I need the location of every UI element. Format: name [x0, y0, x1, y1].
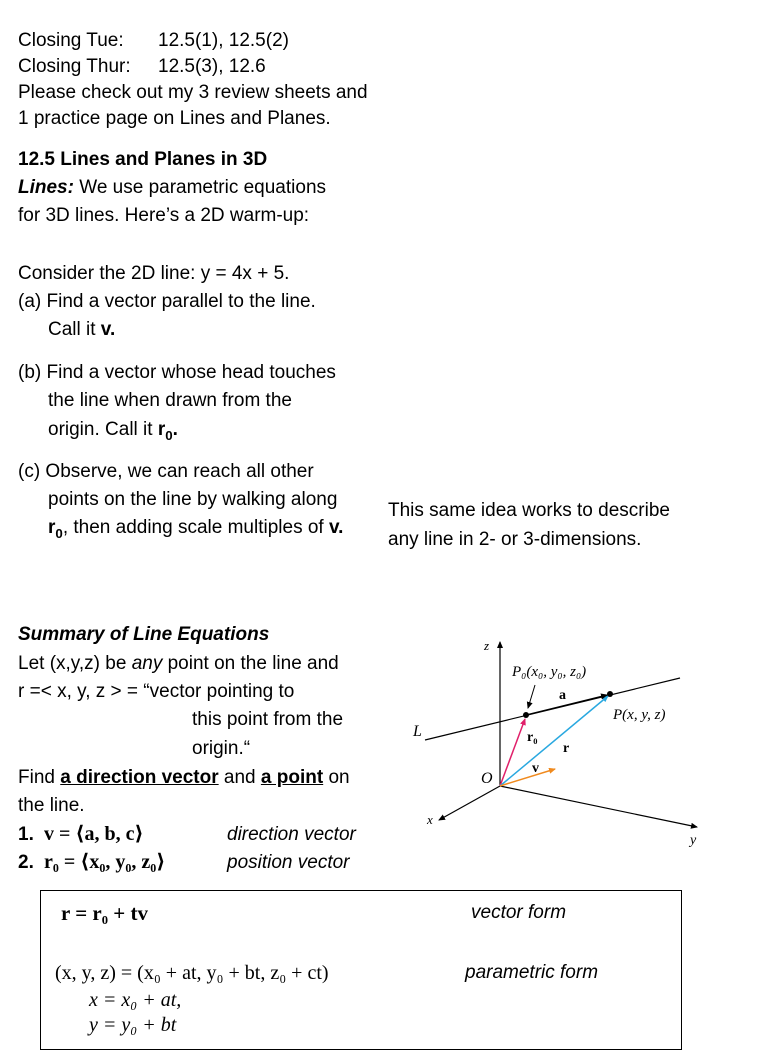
point-p — [607, 691, 613, 697]
section-title: 12.5 Lines and Planes in 3D — [18, 149, 268, 170]
summary-r-def2: this point from the — [192, 709, 344, 730]
vector-form-equation: r = r₀ + tv — [61, 901, 148, 925]
parametric-form-equation: (x, y, z) = (x₀ + at, y₀ + bt, z₀ + ct) — [55, 962, 329, 984]
a-label: a — [559, 688, 566, 703]
part-a-line1: (a) Find a vector parallel to the line. — [18, 291, 316, 312]
origin-label: O — [481, 770, 493, 787]
P-label: P(x, y, z) — [613, 707, 666, 723]
item1-description: direction vector — [227, 824, 356, 845]
lines-label: Lines: — [18, 177, 74, 198]
part-c-line2: points on the line by walking along — [48, 489, 338, 510]
part-c-text: , then adding scale multiples of — [62, 517, 329, 538]
part-b-text: origin. Call it — [48, 419, 158, 440]
consider-line: Consider the 2D line: y = 4x + 5. — [18, 263, 290, 284]
item2-description: position vector — [227, 852, 350, 873]
x-label: x — [427, 812, 433, 827]
formula-box — [40, 890, 682, 1050]
part-c-line1: (c) Observe, we can reach all other — [18, 461, 314, 482]
closing-tue-sections: 12.5(1), 12.5(2) — [158, 30, 289, 51]
line-diagram — [395, 628, 715, 858]
part-b-line1: (b) Find a vector whose head touches — [18, 362, 336, 383]
p0-pointer — [528, 685, 535, 708]
part-c-line3 — [48, 518, 343, 540]
summary-r-def: r =< x, y, z > = “vector pointing to — [18, 681, 295, 702]
side-note-line1: This same idea works to describe — [388, 500, 670, 521]
summary-title: Summary of Line Equations — [18, 624, 270, 645]
direction-vector-emphasis: a direction vector — [60, 767, 219, 788]
closing-tue-label: Closing Tue: — [18, 30, 124, 51]
y-label: y — [690, 833, 697, 848]
summary-find-line: Find a direction vector and a point on — [18, 767, 350, 788]
item1-equation: v = ⟨a, b, c⟩ — [44, 823, 144, 845]
lines-intro-line1 — [18, 178, 326, 197]
r0-label: r₀ — [527, 730, 538, 745]
v-label: v — [532, 761, 539, 776]
vector-r0-label: $r_0$. — [157, 419, 178, 443]
vector-form-label: vector form — [471, 902, 567, 923]
vector-v-label: v. — [100, 319, 116, 340]
y-equation: y = y₀ + bt — [89, 1014, 177, 1036]
part-a-line2 — [48, 320, 115, 339]
L-label: L — [413, 723, 422, 740]
vector-v-ref: v. — [328, 517, 344, 538]
vector-a — [526, 695, 607, 715]
review-note-line1: Please check out my 3 review sheets and — [18, 82, 368, 103]
part-b-line2: the line when drawn from the — [48, 390, 292, 411]
review-note-line2: 1 practice page on Lines and Planes. — [18, 108, 331, 129]
closing-thur-sections: 12.5(3), 12.6 — [158, 56, 266, 77]
summary-let-line: Let (x,y,z) be any point on the line and — [18, 653, 339, 674]
vector-v — [500, 769, 555, 786]
item2-equation: r₀ = ⟨x₀, y₀, z₀⟩ — [44, 851, 166, 873]
lines-intro-line2: for 3D lines. Here’s a 2D warm-up: — [18, 205, 310, 226]
summary-r-def3: origin.“ — [192, 738, 251, 759]
part-b-line3 — [48, 420, 178, 442]
x-axis — [439, 786, 500, 820]
point-emphasis: a point — [260, 767, 324, 788]
x-equation: x = x₀ + at, — [89, 989, 182, 1011]
z-label: z — [484, 638, 490, 653]
item1-number: 1. — [18, 824, 34, 845]
intro-text: We use parametric equations — [73, 177, 327, 198]
parametric-form-label: parametric form — [465, 962, 599, 983]
part-a-text: Call it — [48, 319, 101, 340]
side-note-line2: any line in 2- or 3-dimensions. — [388, 529, 642, 550]
r-label: r — [563, 741, 570, 756]
any-emphasis: any — [131, 653, 163, 674]
P0-label: P₀(x₀, y₀, z₀) — [512, 664, 587, 680]
closing-thur-label: Closing Thur: — [18, 56, 131, 77]
summary-the-line: the line. — [18, 795, 85, 816]
vector-r0-ref: $r_0$ — [48, 517, 63, 541]
point-p0 — [523, 712, 529, 718]
item2-number: 2. — [18, 852, 34, 873]
y-axis — [500, 786, 697, 827]
